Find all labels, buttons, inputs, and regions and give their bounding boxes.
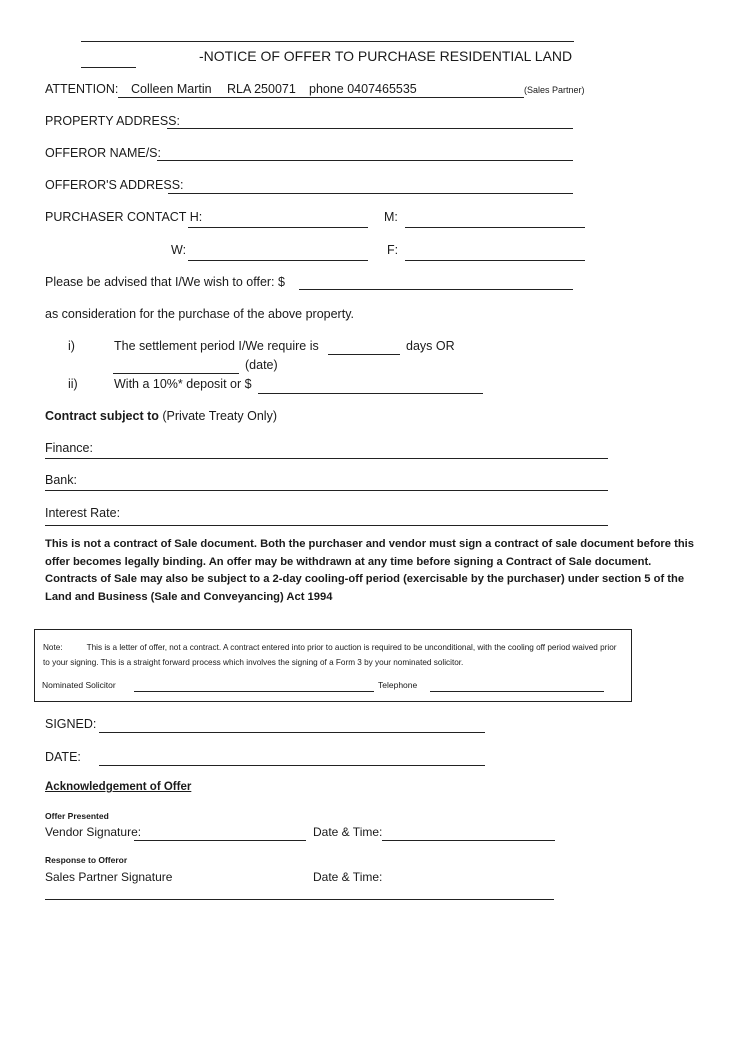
attention-field-line[interactable] — [118, 97, 524, 98]
sales-partner-signature-label: Sales Partner Signature — [45, 870, 173, 884]
offer-line-label: Please be advised that I/We wish to offer: $ — [45, 275, 285, 289]
item-i-number: i) — [68, 339, 75, 353]
bank-label: Bank: — [45, 473, 77, 487]
contact-w-label: W: — [171, 243, 187, 257]
note-box — [34, 629, 632, 702]
form-title: -NOTICE OF OFFER TO PURCHASE RESIDENTIAL LAND — [199, 48, 573, 64]
nominated-solicitor-field[interactable] — [134, 691, 374, 692]
response-to-offeror-label: Response to Offeror — [45, 855, 128, 865]
purchaser-contact-h-field[interactable] — [188, 227, 368, 228]
vendor-signature-label: Vendor Signature: — [45, 825, 142, 839]
response-date-time-label: Date & Time: — [313, 870, 383, 884]
deposit-amount-field[interactable] — [258, 393, 483, 394]
attention-rla: RLA 250071 — [227, 82, 296, 96]
attention-name: Colleen Martin — [131, 82, 212, 96]
offeror-names-label: OFFEROR NAME/S: — [45, 146, 161, 160]
date-field[interactable] — [99, 765, 485, 766]
signed-field[interactable] — [99, 732, 485, 733]
bank-field[interactable] — [45, 490, 608, 491]
settlement-period-text: The settlement period I/We require is — [114, 339, 319, 353]
offeror-address-field[interactable] — [168, 193, 573, 194]
finance-field[interactable] — [45, 458, 608, 459]
contact-f-label: F: — [387, 243, 399, 257]
contract-subject-rest: (Private Treaty Only) — [158, 409, 277, 423]
note-text-block — [43, 640, 623, 670]
finance-label: Finance: — [45, 441, 93, 455]
settlement-days-field[interactable] — [328, 354, 400, 355]
offer-presented-label: Offer Presented — [45, 811, 109, 821]
contract-subject-bold: Contract subject to — [45, 409, 159, 423]
settlement-date-label: (date) — [245, 358, 278, 372]
settlement-days-or: days OR — [406, 339, 455, 353]
acknowledgement-heading: Acknowledgement of Offer — [45, 781, 192, 793]
purchaser-contact-h-label: PURCHASER CONTACT H: — [45, 210, 203, 224]
disclaimer-paragraph: This is not a contract of Sale document. Both the purchaser and vendor must sign a contract of sale document before this offer becomes legally binding. An offer may be withdrawn at any time before signing a Contract of Sale document. Contracts of Sale may also be subject to a 2-day cooling-off period (exercisable by the purchaser) under section 5 of the Land and Business (Sale and Conveyancing) Act 1994 — [45, 538, 694, 603]
date-label: DATE: — [45, 750, 81, 764]
deposit-text: With a 10%* deposit or $ — [114, 377, 252, 391]
consideration-text: as consideration for the purchase of the above property. — [45, 307, 354, 321]
offer-amount-field[interactable] — [299, 289, 573, 290]
note-label: Note: — [43, 643, 63, 652]
header-top-rule — [81, 41, 574, 42]
signed-label: SIGNED: — [45, 717, 97, 731]
vendor-date-time-label: Date & Time: — [313, 825, 383, 839]
vendor-signature-field[interactable] — [134, 840, 306, 841]
offeror-names-field[interactable] — [157, 160, 573, 161]
attention-role: (Sales Partner) — [524, 85, 585, 95]
property-address-field[interactable] — [167, 128, 573, 129]
note-text: This is a letter of offer, not a contract. A contract entered into prior to auction is required to be unconditional, with the cooling off period waived prior to your signing. This is a straight forward process which involves the signing of a Form 3 by your nominated solicitor. — [43, 643, 617, 667]
contract-subject-heading — [45, 410, 277, 423]
telephone-field[interactable] — [430, 691, 604, 692]
attention-label: ATTENTION: — [45, 82, 119, 96]
item-ii-number: ii) — [68, 377, 78, 391]
contact-w-field[interactable] — [188, 260, 368, 261]
nominated-solicitor-label: Nominated Solicitor — [42, 680, 116, 690]
contact-f-field[interactable] — [405, 260, 585, 261]
property-address-label: PROPERTY ADDRESS: — [45, 114, 180, 128]
interest-rate-field[interactable] — [45, 525, 608, 526]
contact-m-field[interactable] — [405, 227, 585, 228]
telephone-label: Telephone — [378, 680, 418, 690]
offeror-address-label: OFFEROR'S ADDRESS: — [45, 178, 184, 192]
header-bottom-rule — [81, 67, 136, 68]
contact-m-label: M: — [384, 210, 398, 224]
vendor-date-time-field[interactable] — [382, 840, 555, 841]
settlement-date-field[interactable] — [113, 373, 239, 374]
response-signature-field[interactable] — [45, 899, 554, 900]
interest-rate-label: Interest Rate: — [45, 506, 121, 520]
attention-phone: phone 0407465535 — [309, 82, 417, 96]
